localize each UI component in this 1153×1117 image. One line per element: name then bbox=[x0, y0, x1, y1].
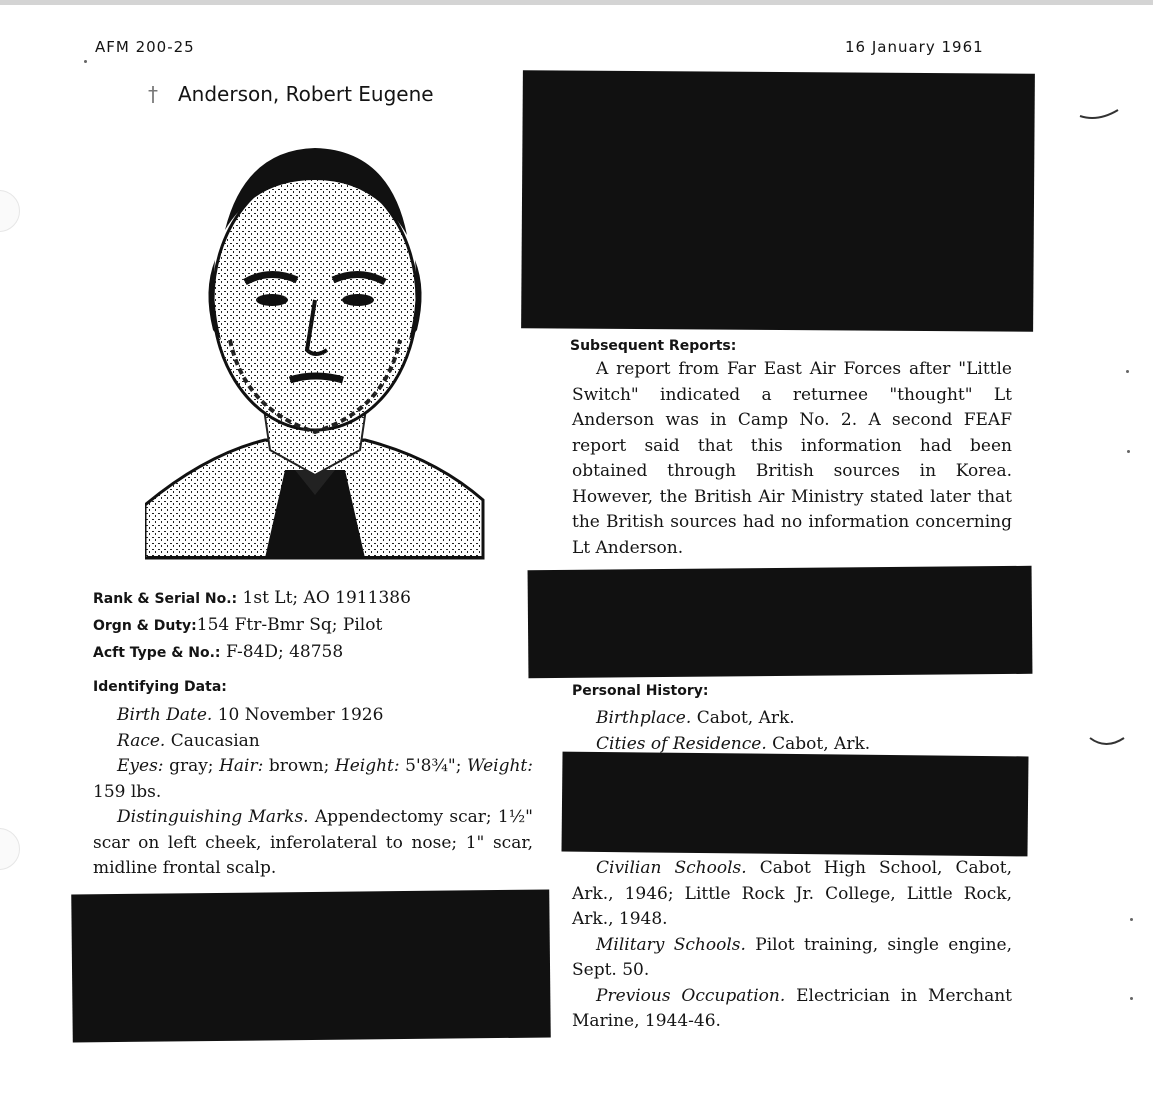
hair-value: brown; bbox=[268, 756, 330, 776]
military-label: Military Schools. bbox=[596, 934, 746, 955]
speck bbox=[84, 60, 87, 63]
occupation-line bbox=[572, 984, 1012, 1035]
birthplace-label: Birthplace. bbox=[596, 708, 692, 728]
redaction-block bbox=[71, 890, 551, 1043]
organization-row bbox=[93, 615, 382, 635]
birthplace-line bbox=[572, 706, 1012, 732]
speck bbox=[1130, 918, 1133, 921]
height-label: Height: bbox=[334, 756, 400, 776]
hair-label: Hair: bbox=[219, 756, 264, 776]
aircraft-row bbox=[93, 642, 343, 662]
rank-row bbox=[93, 588, 411, 608]
birth-date-value: 10 November 1926 bbox=[217, 705, 384, 725]
eyes-label: Eyes: bbox=[117, 756, 164, 776]
race-line bbox=[93, 729, 533, 755]
personal-heading: Personal History: bbox=[572, 683, 709, 699]
punch-hole-top bbox=[0, 190, 20, 232]
punch-hole-bottom bbox=[0, 828, 20, 870]
scan-curl-mark bbox=[1078, 100, 1128, 124]
manual-number: AFM 200-25 bbox=[95, 38, 195, 56]
organization-value: 154 Ftr-Bmr Sq; Pilot bbox=[196, 615, 383, 635]
race-value: Caucasian bbox=[170, 730, 260, 751]
rank-value: 1st Lt; AO 1911386 bbox=[242, 588, 411, 608]
civilian-line bbox=[572, 856, 1012, 933]
civilian-label: Civilian Schools. bbox=[596, 858, 747, 878]
rank-label: Rank & Serial No.: bbox=[93, 591, 238, 607]
portrait-photo bbox=[145, 140, 485, 560]
speck bbox=[1126, 370, 1129, 373]
schools-section bbox=[572, 856, 1012, 1035]
subsequent-section bbox=[572, 357, 1012, 561]
eyes-value: gray; bbox=[169, 756, 214, 776]
military-value: Pilot training, single engine, Sept. 50. bbox=[572, 934, 1012, 980]
aircraft-value: F-84D; 48758 bbox=[225, 642, 344, 662]
marks-label: Distinguishing Marks. bbox=[117, 807, 309, 827]
scan-edge bbox=[0, 0, 1153, 5]
identifying-heading: Identifying Data: bbox=[93, 679, 227, 695]
weight-value: 159 lbs. bbox=[93, 781, 162, 802]
organization-label: Orgn & Duty: bbox=[93, 618, 197, 634]
person-name: Anderson, Robert Eugene bbox=[178, 82, 434, 106]
military-line bbox=[572, 933, 1012, 984]
birth-date-label: Birth Date. bbox=[117, 705, 213, 725]
identifying-section bbox=[93, 703, 533, 882]
scan-curl-mark bbox=[1088, 728, 1128, 752]
weight-label: Weight: bbox=[467, 756, 533, 776]
subsequent-text: A report from Far East Air Forces after "Little Switch" indicated a returnee "thought" Lt Anderson was in Camp No. 2. A second FEAF report said that this information had been obtained through British sources in Korea. However, the British Air Ministry stated later that the British sources had no information concerning Lt Anderson. bbox=[572, 359, 1012, 558]
marks-line bbox=[93, 805, 533, 882]
birth-date-line bbox=[93, 703, 533, 729]
redaction-block bbox=[528, 566, 1033, 678]
cities-label: Cities of Residence. bbox=[596, 733, 767, 754]
occupation-value: Electrician in Merchant Marine, 1944-46. bbox=[572, 985, 1013, 1031]
speck bbox=[1127, 450, 1130, 453]
occupation-label: Previous Occupation. bbox=[596, 985, 786, 1006]
civilian-value: Cabot High School, Cabot, Ark., 1946; Little Rock Jr. College, Little Rock, Ark., 1948. bbox=[572, 858, 1012, 929]
cities-value: Cabot, Ark. bbox=[772, 733, 871, 754]
race-label: Race. bbox=[117, 730, 166, 751]
aircraft-label: Acft Type & No.: bbox=[93, 645, 221, 661]
height-value: 5'8¾"; bbox=[405, 756, 462, 776]
birthplace-value: Cabot, Ark. bbox=[696, 708, 795, 728]
cities-line bbox=[572, 732, 1012, 758]
physical-line bbox=[93, 754, 533, 805]
personal-section bbox=[572, 706, 1012, 757]
redaction-block bbox=[561, 752, 1028, 857]
redaction-block bbox=[521, 70, 1035, 332]
subsequent-heading: Subsequent Reports: bbox=[570, 338, 737, 354]
speck bbox=[1130, 997, 1133, 1000]
document-date: 16 January 1961 bbox=[845, 38, 984, 56]
marks-value: Appendectomy scar; 1½" scar on left cheek, inferolateral to nose; 1" scar, midline frontal scalp. bbox=[93, 807, 534, 878]
deceased-mark: † bbox=[148, 82, 158, 106]
